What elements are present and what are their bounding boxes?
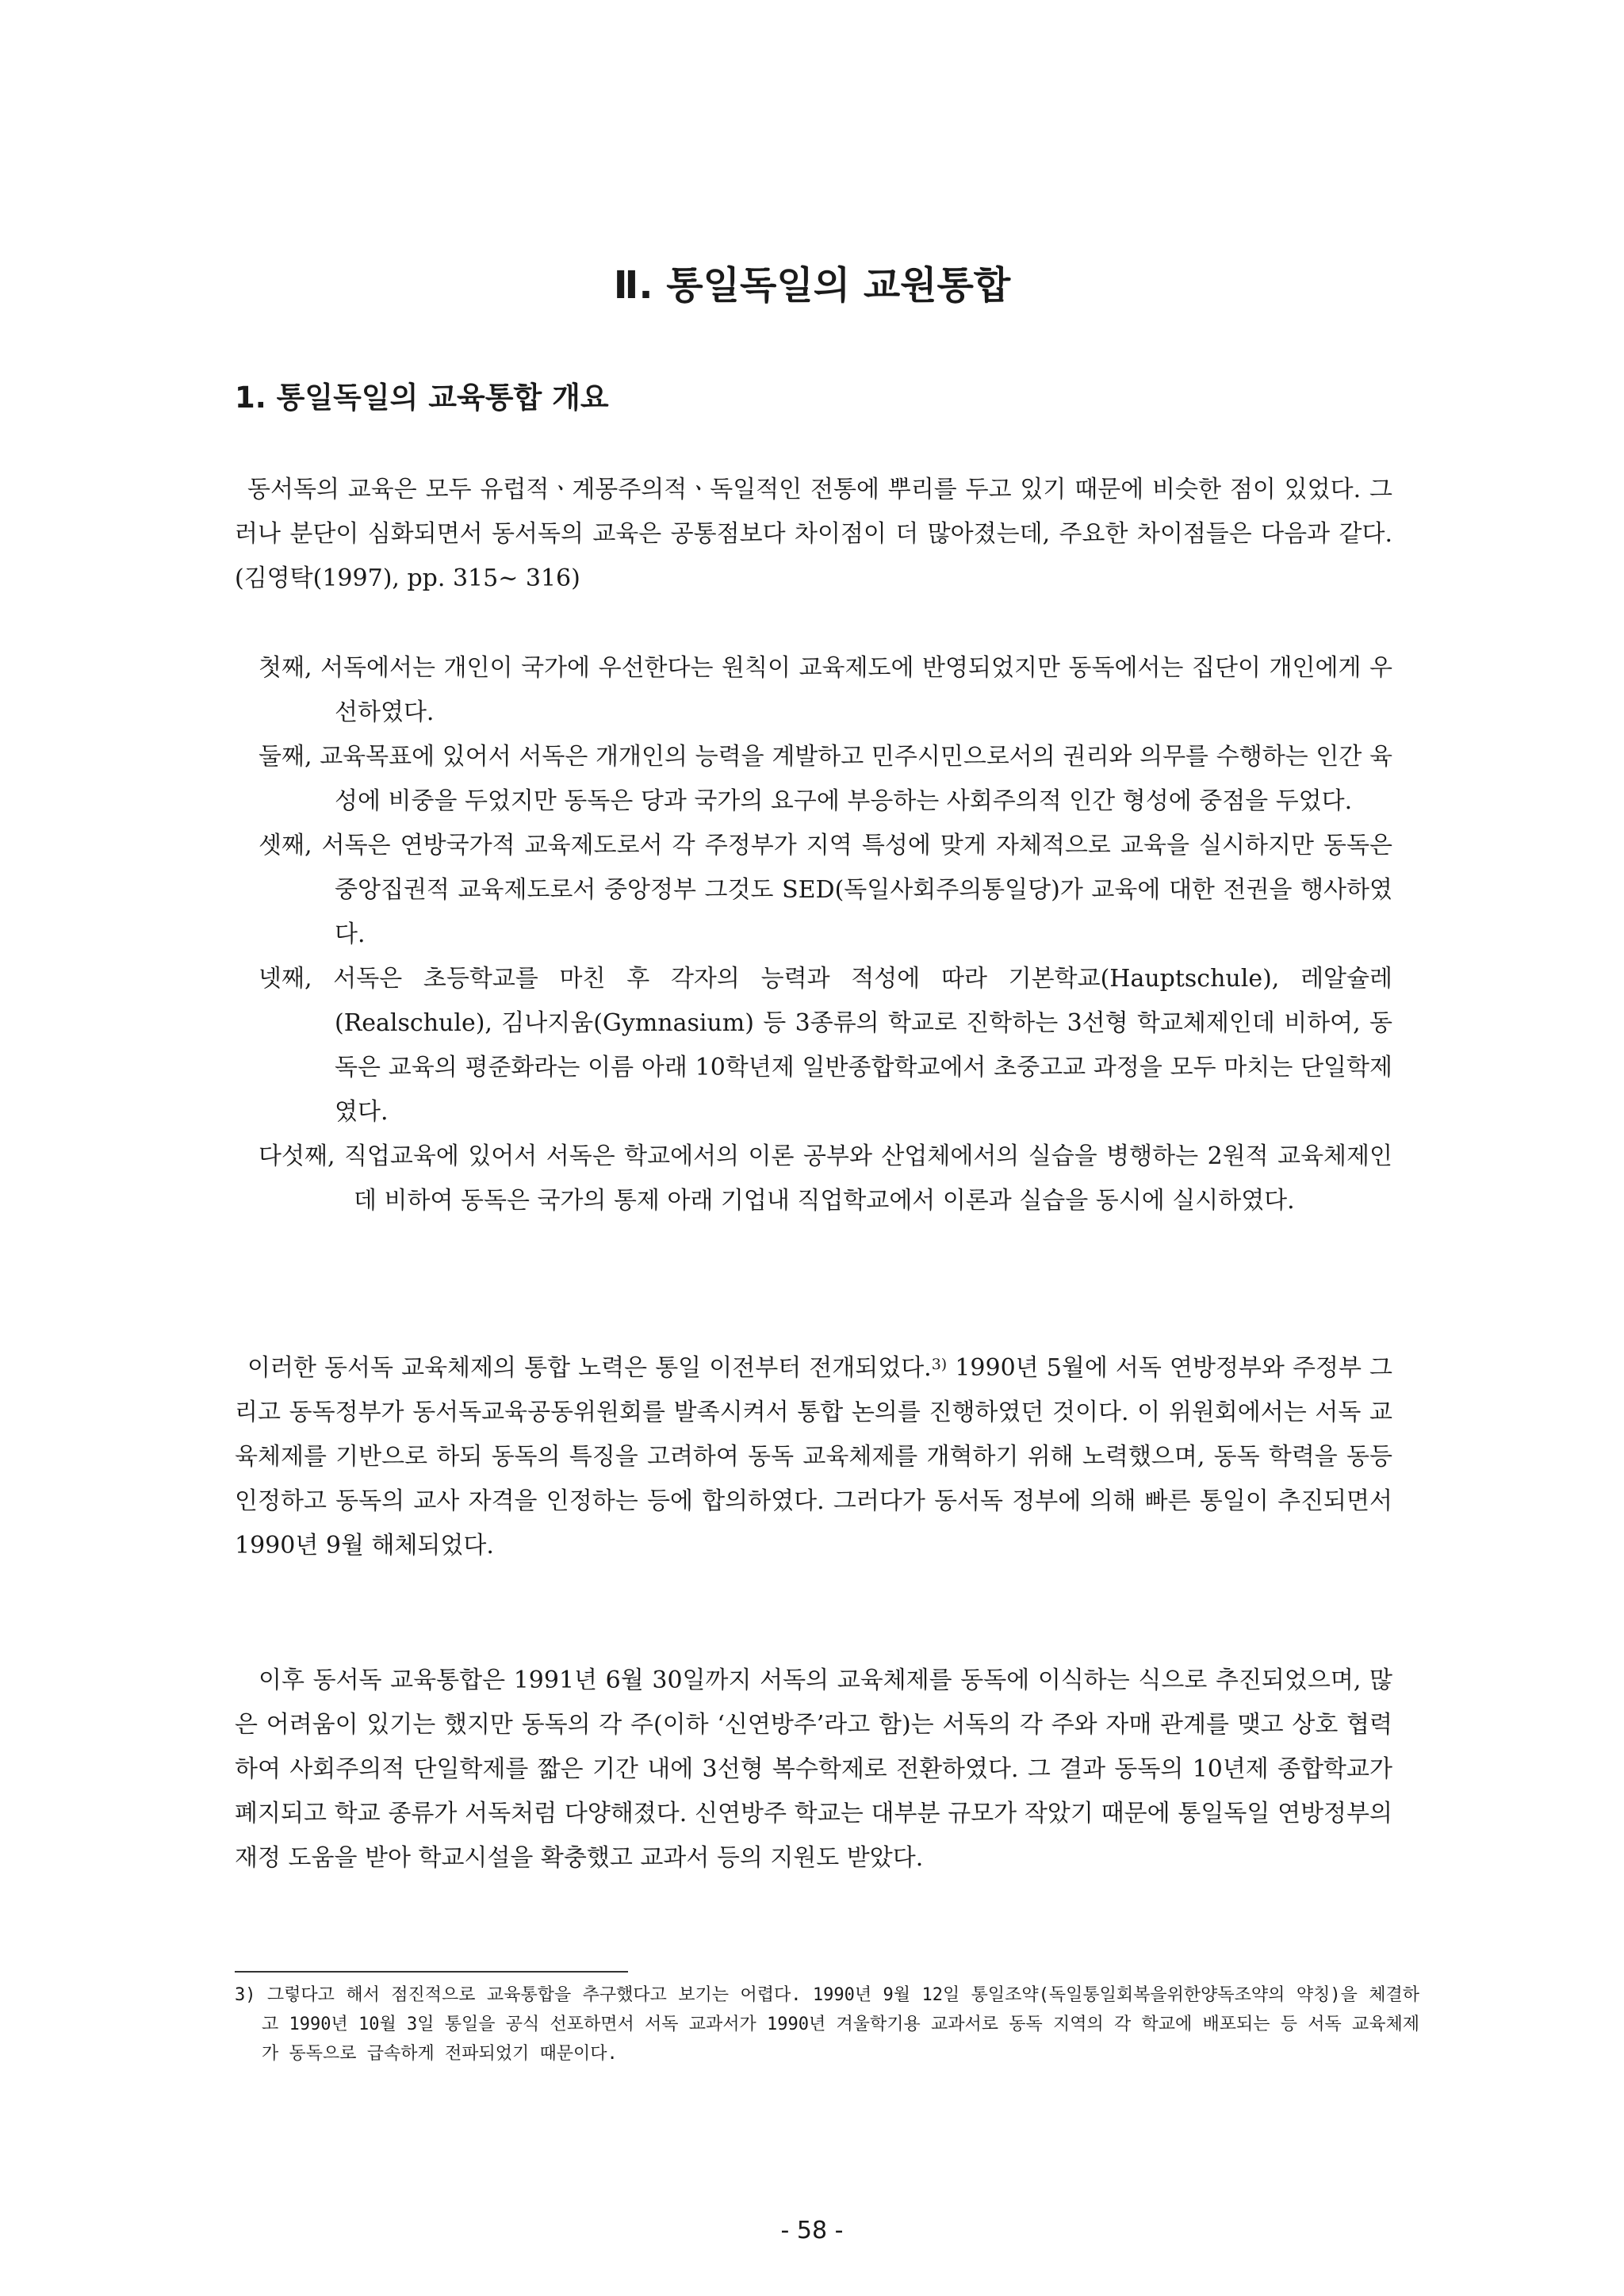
differences-list [259,646,1392,1223]
difference-item-fifth: 다섯째, 직업교육에 있어서 서독은 학교에서의 이론 공부와 산업체에서의 실습을 병행하는 2원적 교육체제인데 비하여 동독은 국가의 통제 아래 기업내 직업학교에서 이론과 실습을 동시에 실시하였다. [259,1142,1392,1215]
chapter-title: Ⅱ. 통일독일의 교원통합 [613,263,1011,308]
paragraph-integration-rest: 1990년 5월에 서독 연방정부와 주정부 그리고 동독정부가 동서독교육공동위원회를 발족시켜서 통합 논의를 진행하였던 것이다. 이 위원회에서는 서독 교육체제를 기반으로 하되 동독의 특징을 고려하여 동독 교육체제를 개혁하기 위해 노력했으며, 동독 학력을 동등 인정하고 동독의 교사 자격을 인정하는 등에 합의하였다. 그러다가 동서독 정부에 의해 빠른 통일이 추진되면서 1990년 9월 해체되었다. [235,1354,1393,1559]
page-number: - 58 - [780,2217,844,2244]
footnote-reference[interactable]: 3) [931,1356,948,1373]
paragraph-integration-process: 이후 동서독 교육통합은 1991년 6월 30일까지 서독의 교육체제를 동독에 이식하는 식으로 추진되었으며, 많은 어려움이 있기는 했지만 동독의 각 주(이하 ‘신연방주’라고 함)는 서독의 각 주와 자매 관계를 맺고 상호 협력하여 사회주의적 단일학제를 짧은 기간 내에 3선형 복수학제로 전환하였다. 그 결과 동독의 10년제 종합학교가 폐지되고 학교 종류가 서독처럼 다양해졌다. 신연방주 학교는 대부분 규모가 작았기 때문에 통일독일 연방정부의 재정 도움을 받아 학교시설을 확충했고 교과서 등의 지원도 받았다. [235,1667,1392,1872]
paragraph-integration-lead: 이러한 동서독 교육체제의 통합 노력은 통일 이전부터 전개되었다. [247,1354,932,1382]
footnote-divider [235,1971,628,1973]
difference-item-second: 둘째, 교육목표에 있어서 서독은 개개인의 능력을 계발하고 민주시민으로서의 권리와 의무를 수행하는 인간 육성에 비중을 두었지만 동독은 당과 국가의 요구에 부응하는 사회주의적 인간 형성에 중점을 두었다. [259,743,1392,815]
intro-paragraph: 동서독의 교육은 모두 유럽적ㆍ계몽주의적ㆍ독일적인 전통에 뿌리를 두고 있기 때문에 비슷한 점이 있었다. 그러나 분단이 심화되면서 동서독의 교육은 공통점보다 차이점이 더 많아졌는데, 주요한 차이점들은 다음과 같다.(김영탁(1997), pp. 315~ 316) [235,476,1392,592]
paragraph-integration-efforts [235,1346,1392,1568]
footnote-3: 3) 그렇다고 해서 점진적으로 교육통합을 추구했다고 보기는 어렵다. 1990년 9월 12일 통일조약(독일통일회복을위한양독조약의 약칭)을 체결하고 1990년 10월 3일 통일을 공식 선포하면서 서독 교과서가 1990년 겨울학기용 교과서로 동독 지역의 각 학교에 배포되는 등 서독 교육체제가 동독으로 급속하게 전파되었기 때문이다. [235,1985,1419,2064]
difference-item-fourth: 넷째, 서독은 초등학교를 마친 후 각자의 능력과 적성에 따라 기본학교(Hauptschule), 레알슐레(Realschule), 김나지움(Gymnasium) 등 3종류의 학교로 진학하는 3선형 학교체제인데 비하여, 동독은 교육의 평준화라는 이름 아래 10학년제 일반종합학교에서 초중고교 과정을 모두 마치는 단일학제였다. [259,965,1392,1126]
section-title: 1. 통일독일의 교육통합 개요 [235,381,609,415]
difference-item-first: 첫째, 서독에서는 개인이 국가에 우선한다는 원칙이 교육제도에 반영되었지만 동독에서는 집단이 개인에게 우선하였다. [259,654,1392,726]
difference-item-third: 셋째, 서독은 연방국가적 교육제도로서 각 주정부가 지역 특성에 맞게 자체적으로 교육을 실시하지만 동독은 중앙집권적 교육제도로서 중앙정부 그것도 SED(독일사회주의통일당)가 교육에 대한 전권을 행사하였다. [259,832,1392,948]
